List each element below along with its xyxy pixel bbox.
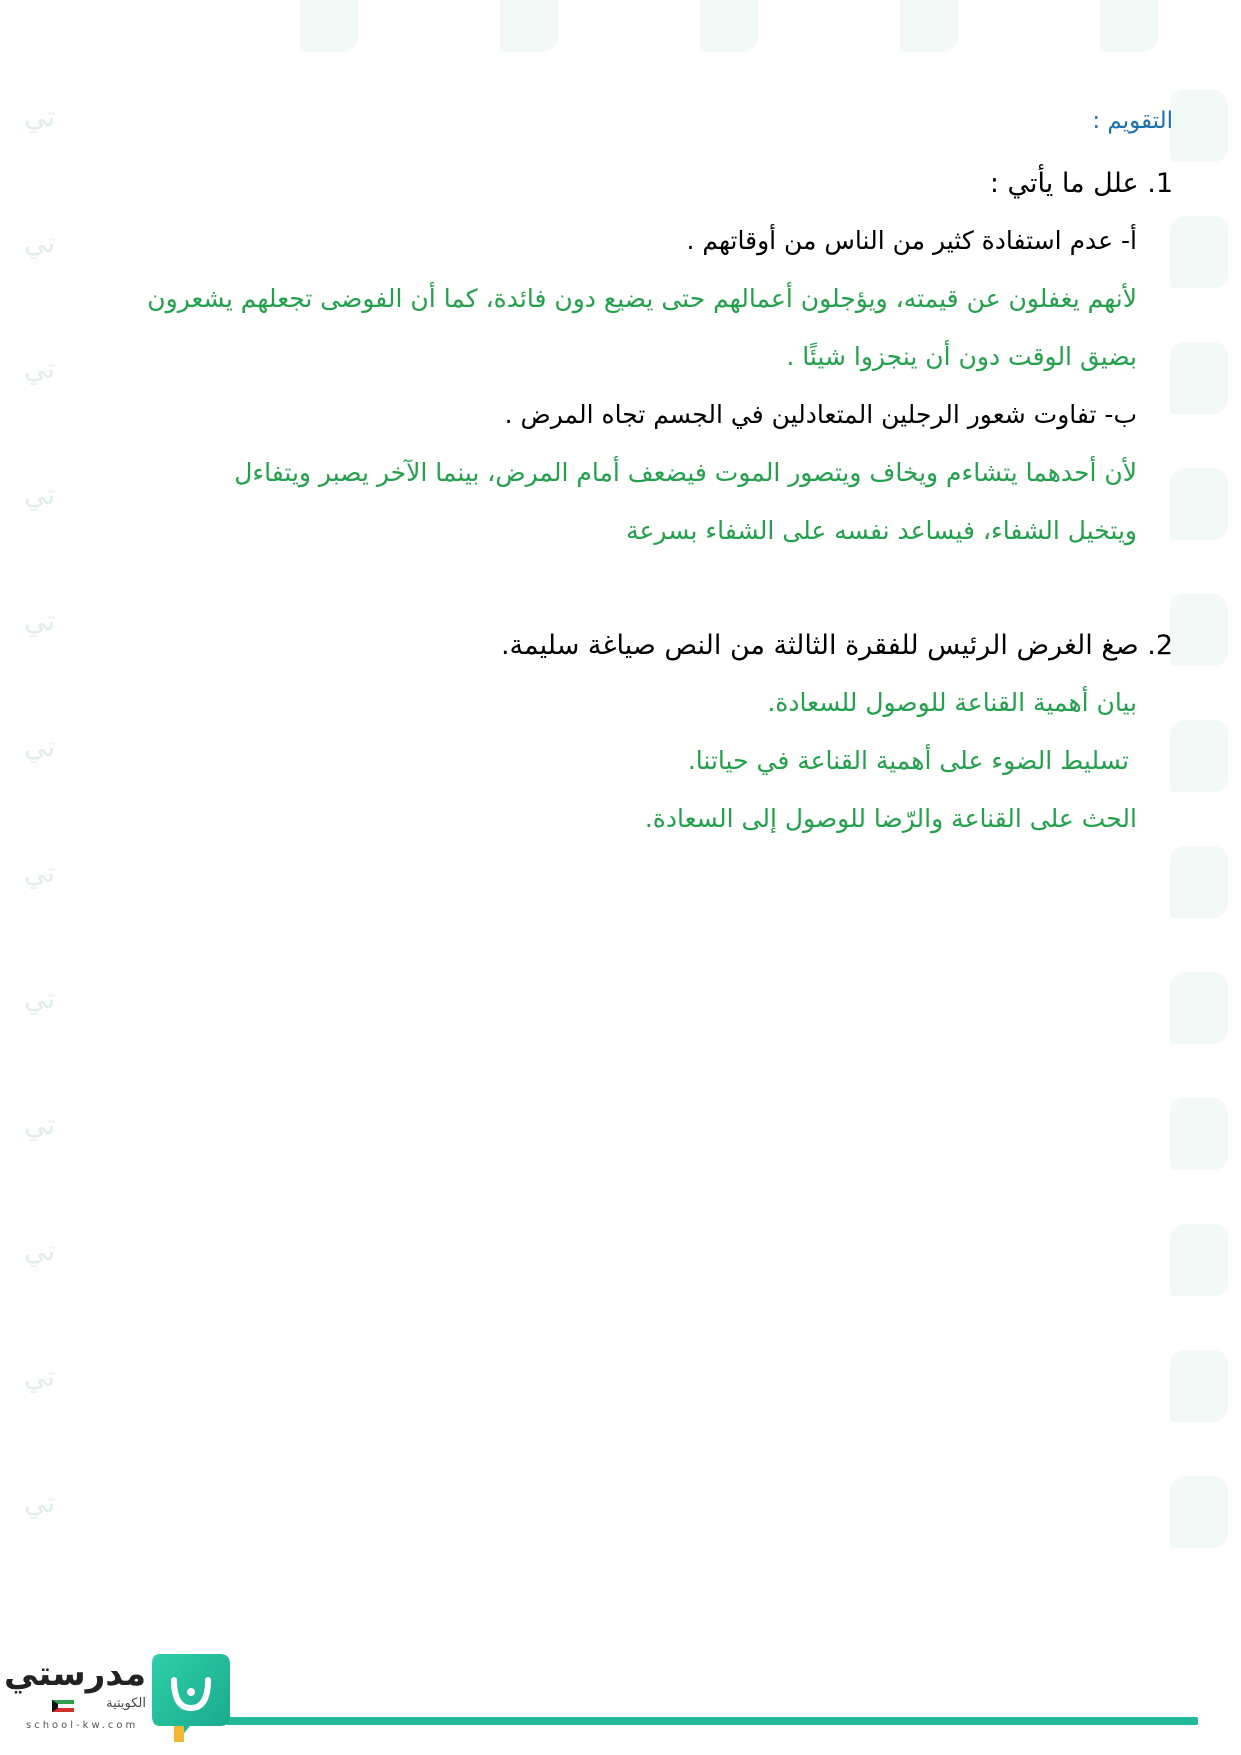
section-heading: التقويم : — [1092, 108, 1173, 134]
question-2-title: 2. صغ الغرض الرئيس للفقرة الثالثة من النص صياغة سليمة. — [500, 630, 1173, 661]
watermark-logo-icon — [900, 0, 958, 52]
logo-subtitle: الكويتية — [106, 1696, 146, 1711]
watermark-text: تي — [24, 1360, 56, 1393]
watermark-logo-icon — [1170, 468, 1228, 540]
watermark-text: تي — [24, 1234, 56, 1267]
top-watermark-strip — [0, 0, 1241, 60]
question-1-title: 1. علل ما يأتي : — [989, 168, 1173, 199]
watermark-logo-icon — [500, 0, 558, 52]
answer-2-line-3: الحث على القناعة والرّضا للوصول إلى السعادة. — [644, 804, 1137, 833]
watermark-text: تي — [24, 478, 56, 511]
watermark-logo-icon — [1170, 90, 1228, 162]
answer-1b-line-2: ويتخيل الشفاء، فيساعد نفسه على الشفاء بسرعة — [626, 516, 1137, 545]
logo-url: school-kw.com — [26, 1720, 139, 1731]
watermark-logo-icon — [1170, 594, 1228, 666]
watermark-text: تي — [24, 1486, 56, 1519]
answer-1a-line-1: لأنهم يغفلون عن قيمته، ويؤجلون أعمالهم حتى يضيع دون فائدة، كما أن الفوضى تجعلهم يشعرون — [147, 284, 1137, 313]
watermark-text: تي — [24, 856, 56, 889]
right-watermark-column — [1170, 0, 1241, 1620]
watermark-text: تي — [24, 352, 56, 385]
watermark-logo-icon — [1170, 1476, 1228, 1548]
watermark-logo-icon — [1170, 1098, 1228, 1170]
footer-logo — [4, 1652, 214, 1752]
question-1b: ب- تفاوت شعور الرجلين المتعادلين في الجسم تجاه المرض . — [504, 400, 1137, 429]
watermark-logo-icon — [1170, 846, 1228, 918]
watermark-text: تي — [24, 226, 56, 259]
watermark-text: تي — [24, 730, 56, 763]
watermark-logo-icon — [1170, 216, 1228, 288]
watermark-logo-icon — [1170, 1350, 1228, 1422]
madrasati-logo-icon — [150, 1652, 234, 1744]
watermark-text: تي — [24, 1108, 56, 1141]
answer-1a-line-2: بضيق الوقت دون أن ينجزوا شيئًا . — [786, 342, 1137, 371]
watermark-logo-icon — [1170, 1224, 1228, 1296]
answer-2-line-1: بيان أهمية القناعة للوصول للسعادة. — [767, 688, 1137, 717]
watermark-logo-icon — [1100, 0, 1158, 52]
watermark-logo-icon — [1170, 720, 1228, 792]
watermark-logo-icon — [1170, 972, 1228, 1044]
answer-1b-line-1: لأن أحدهما يتشاءم ويخاف ويتصور الموت فيضعف أمام المرض، بينما الآخر يصبر ويتفاءل — [234, 458, 1137, 487]
watermark-logo-icon — [1170, 342, 1228, 414]
answer-2-line-2: تسليط الضوء على أهمية القناعة في حياتنا. — [687, 746, 1129, 775]
watermark-text: تي — [24, 982, 56, 1015]
logo-name: مدرستي — [4, 1654, 146, 1694]
watermark-logo-icon — [700, 0, 758, 52]
question-1a: أ- عدم استفادة كثير من الناس من أوقاتهم . — [686, 226, 1137, 255]
watermark-logo-icon — [300, 0, 358, 52]
footer-divider — [226, 1717, 1198, 1725]
watermark-text: تي — [24, 604, 56, 637]
watermark-text: تي — [24, 100, 56, 133]
left-watermark-column — [24, 0, 104, 1620]
